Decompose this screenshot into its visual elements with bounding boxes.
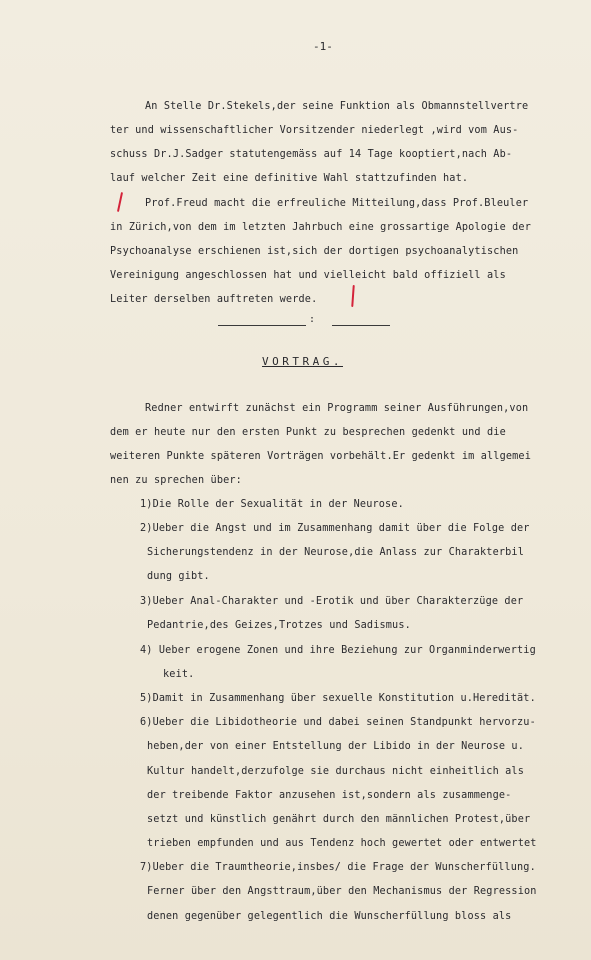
list-item-line: Kultur handelt,derzufolge sie durchaus nicht einheitlich als [147, 766, 525, 777]
list-item-line: 1)Die Rolle der Sexualität in der Neurose. [140, 499, 404, 510]
separator-rule-left [218, 325, 306, 326]
list-item-line: 3)Ueber Anal-Charakter und -Erotik und über Charakterzüge der [140, 596, 524, 607]
list-item-line: Pedantrie,des Geizes,Trotzes und Sadismus. [147, 620, 411, 631]
intro-line: dem er heute nur den ersten Punkt zu besprechen gedenkt und die [110, 427, 506, 438]
list-item-line: heben,der von einer Entstellung der Libido in der Neurose u. [147, 741, 525, 752]
list-item-line: denen gegenüber gelegentlich die Wunscherfüllung bloss als [147, 911, 512, 922]
section-heading: VORTRAG. [262, 355, 343, 368]
intro-line: Redner entwirft zunächst ein Programm seiner Ausführungen,von [145, 403, 529, 414]
red-margin-mark-end [351, 285, 355, 307]
page-number: -1- [313, 40, 333, 53]
paragraph2-line: in Zürich,von dem im letzten Jahrbuch eine grossartige Apologie der [110, 222, 531, 233]
list-item-line: trieben empfunden und aus Tendenz hoch gewertet oder entwertet [147, 838, 537, 849]
paragraph2-line: Vereinigung angeschlossen hat und vielleicht bald offiziell als [110, 270, 506, 281]
paragraph1-line: An Stelle Dr.Stekels,der seine Funktion als Obmannstellvertre [145, 101, 529, 112]
list-item-line: 4) Ueber erogene Zonen und ihre Beziehung zur Organminderwertig [140, 645, 536, 656]
paragraph2-line: Prof.Freud macht die erfreuliche Mitteilung,dass Prof.Bleuler [145, 198, 529, 209]
list-item-line: der treibende Faktor anzusehen ist,sondern als zusammenge- [147, 790, 512, 801]
paragraph2-line: Psychoanalyse erschienen ist,sich der dortigen psychoanalytischen [110, 246, 519, 257]
intro-line: weiteren Punkte späteren Vorträgen vorbehält.Er gedenkt im allgemei [110, 451, 531, 462]
list-item-line: dung gibt. [147, 571, 210, 582]
paragraph1-line: ter und wissenschaftlicher Vorsitzender niederlegt ,wird vom Aus- [110, 125, 519, 136]
list-item-line: Ferner über den Angsttraum,über den Mechanismus der Regression [147, 886, 537, 897]
red-margin-mark-start [117, 192, 123, 212]
paragraph1-line: schuss Dr.J.Sadger statutengemäss auf 14 Tage kooptiert,nach Ab- [110, 149, 513, 160]
list-item-line: 2)Ueber die Angst und im Zusammenhang damit über die Folge der [140, 523, 530, 534]
list-item-line: setzt und künstlich genährt durch den männlichen Protest,über [147, 814, 531, 825]
list-item-line: 7)Ueber die Traumtheorie,insbes/ die Frage der Wunscherfüllung. [140, 862, 536, 873]
paragraph2-line: Leiter derselben auftreten werde. [110, 294, 318, 305]
list-item-line: keit. [163, 669, 195, 680]
list-item-line: Sicherungstendenz in der Neurose,die Anlass zur Charakterbil [147, 547, 525, 558]
separator-colon: : [309, 314, 316, 325]
list-item-line: 5)Damit in Zusammenhang über sexuelle Konstitution u.Heredität. [140, 693, 536, 704]
intro-line: nen zu sprechen über: [110, 475, 242, 486]
separator-rule-right [332, 325, 390, 326]
paragraph1-line: lauf welcher Zeit eine definitive Wahl stattzufinden hat. [110, 173, 469, 184]
list-item-line: 6)Ueber die Libidotheorie und dabei seinen Standpunkt hervorzu- [140, 717, 536, 728]
